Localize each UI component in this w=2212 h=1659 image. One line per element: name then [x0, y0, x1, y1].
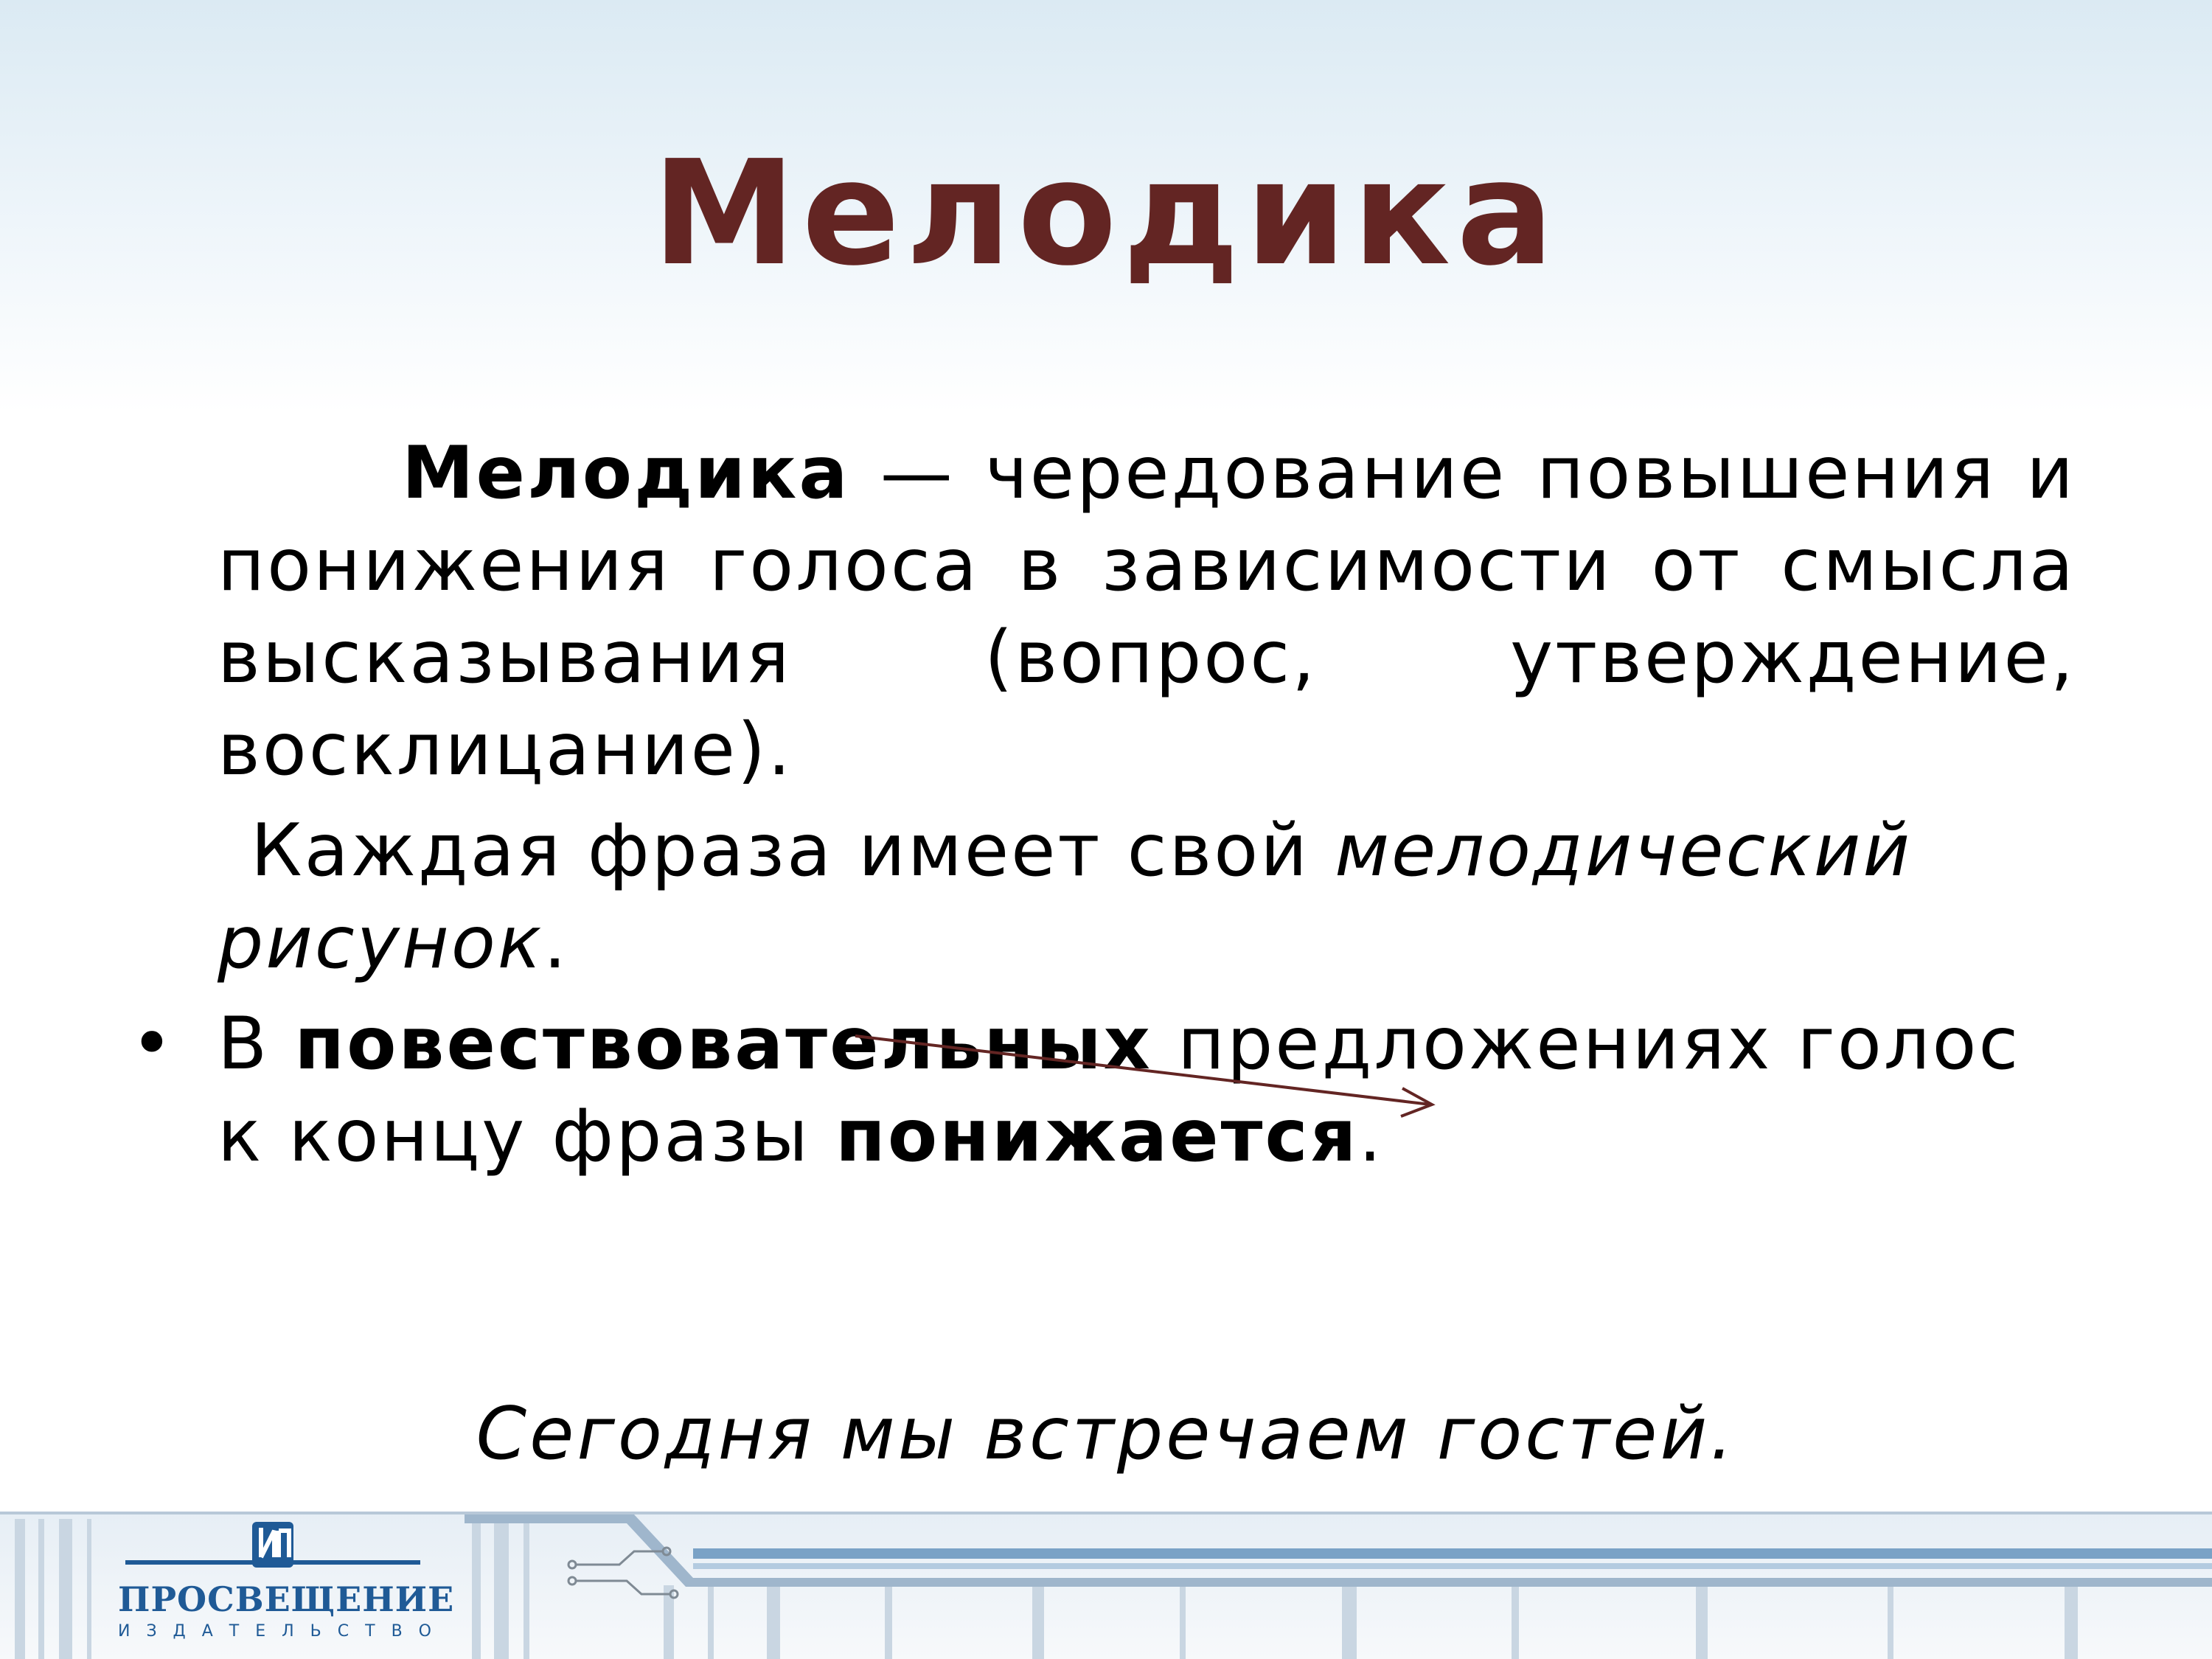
- falling-intonation-arrow-icon: [848, 1018, 1438, 1121]
- melodic-pattern-paragraph: [218, 805, 2076, 990]
- definition-term: Мелодика: [402, 431, 850, 515]
- phrase-tail: .: [543, 901, 569, 985]
- bullet-bold1: повествовательных: [294, 1002, 1152, 1086]
- definition-paragraph: [218, 428, 2076, 796]
- bullet-part1: В: [218, 1002, 295, 1086]
- example-sentence: Сегодня мы встречаем гостей.: [476, 1392, 1736, 1476]
- bullet-icon: •: [131, 1002, 175, 1086]
- prosveshchenie-emblem-icon: [118, 1517, 428, 1576]
- bullet-bold2: понижается: [835, 1094, 1359, 1178]
- bullet-part2: предложениях голос к концу фразы: [218, 1002, 2021, 1178]
- phrase-lead: Каждая фраза имеет свой: [251, 809, 1335, 893]
- logo-name: ПРОСВЕЩЕНИЕ: [118, 1579, 455, 1619]
- definition-text: — чередование повышения и понижения голоса в зависимости от смысла высказывания (вопрос, утверждение, восклицание).: [218, 431, 2076, 792]
- publisher-logo: [118, 1517, 455, 1650]
- logo-subtitle: ИЗДАТЕЛЬСТВО: [118, 1622, 448, 1641]
- phrase-italic: мелодический рисунок: [218, 809, 1913, 985]
- bullet-part3: .: [1358, 1094, 1384, 1178]
- slide-title: Мелодика: [652, 130, 1560, 298]
